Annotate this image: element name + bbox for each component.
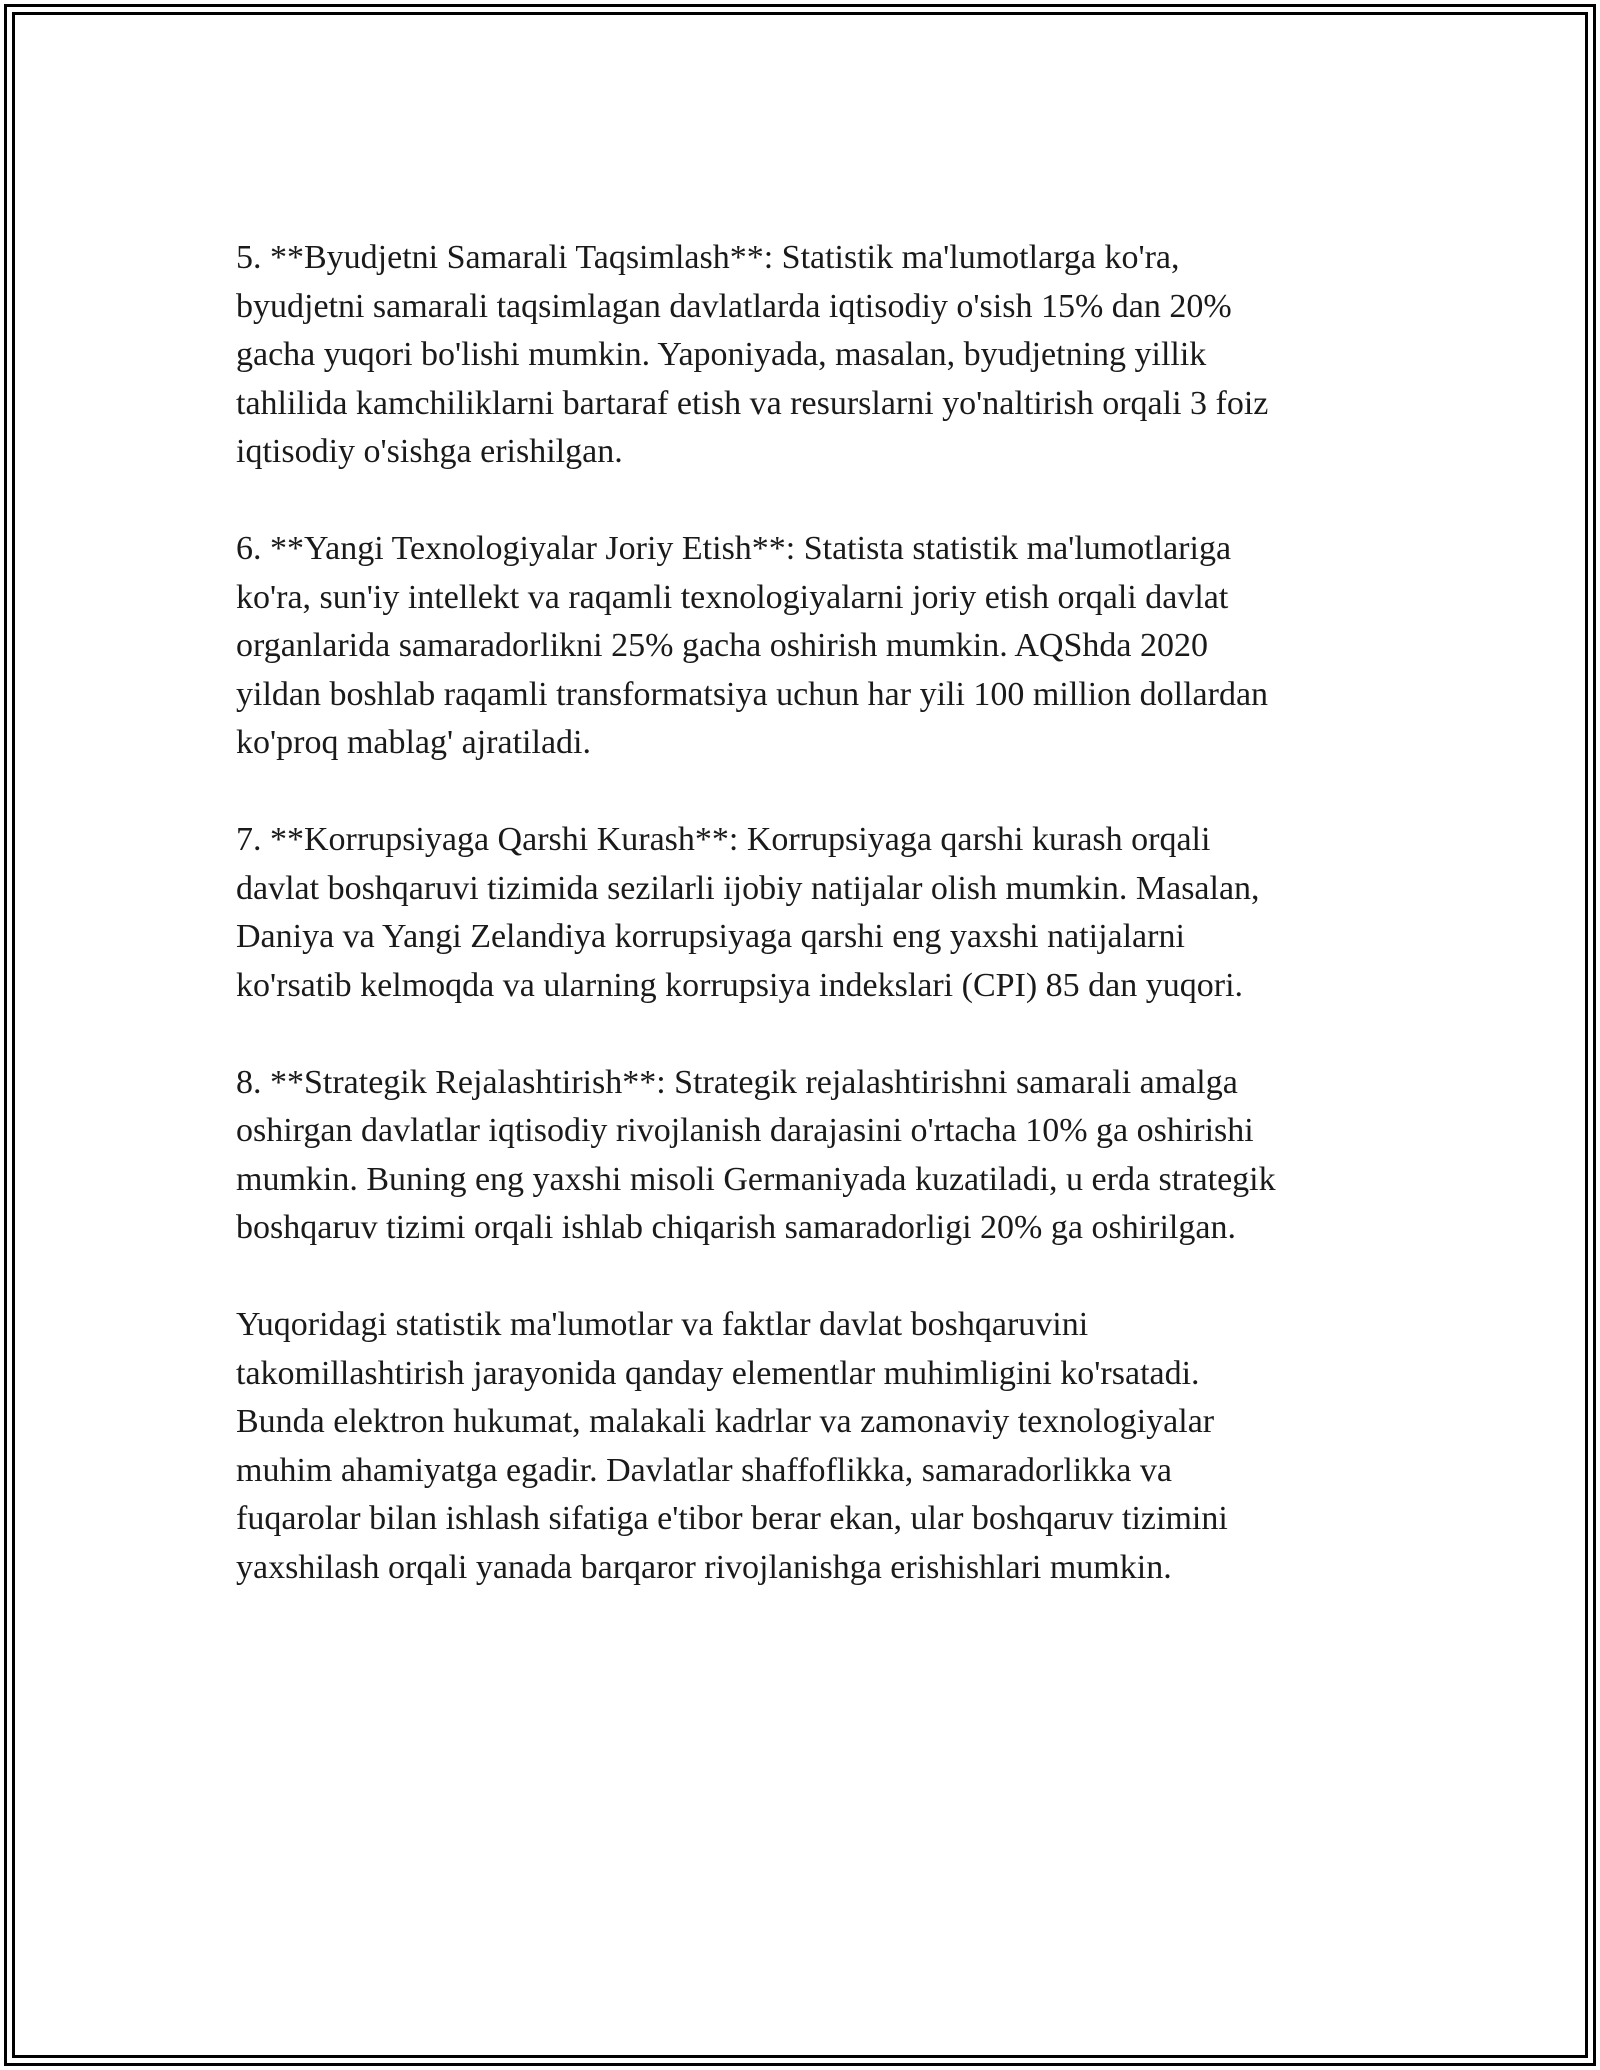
paragraph-budget-allocation: 5. **Byudjetni Samarali Taqsimlash**: Statistik ma'lumotlarga ko'ra, byudjetni samarali taqsimlagan davlatlarda iqtisodiy o'sish 15% dan 20% gacha yuqori bo'lishi mumkin. Yaponiyada, masalan, byudjetning yillik tahlilida kamchiliklarni bartaraf etish va resurslarni yo'naltirish orqali 3 foiz iqtisodiy o'sishga erishilgan. <box>236 239 1269 470</box>
paragraph-anti-corruption: 7. **Korrupsiyaga Qarshi Kurash**: Korrupsiyaga qarshi kurash orqali davlat boshqaruvi tizimida sezilarli ijobiy natijalar olish mumkin. Masalan, Daniya va Yangi Zelandiya korrupsiyaga qarshi eng yaxshi natijalarni ko'rsatib kelmoqda va ularning korrupsiya indekslari (CPI) 85 dan yuqori. <box>236 821 1260 1004</box>
paragraph-conclusion: Yuqoridagi statistik ma'lumotlar va faktlar davlat boshqaruvini takomillashtirish jarayonida qanday elementlar muhimligini ko'rsatadi. Bunda elektron hukumat, malakali kadrlar va zamonaviy texnologiyalar muhim ahamiyatga egadir. Davlatlar shaffoflikka, samaradorlikka va fuqarolar bilan ishlash sifatiga e'tibor berar ekan, ular boshqaruv tizimini yaxshilash orqali yanada barqaror rivojlanishga erishishlari mumkin. <box>236 1306 1228 1586</box>
document-body <box>236 234 1386 1592</box>
paragraph-new-technologies: 6. **Yangi Texnologiyalar Joriy Etish**: Statista statistik ma'lumotlariga ko'ra, sun'iy intellekt va raqamli texnologiyalarni joriy etish orqali davlat organlarida samaradorlikni 25% gacha oshirish mumkin. AQShda 2020 yildan boshlab raqamli transformatsiya uchun har yili 100 million dollardan ko'proq mablag' ajratiladi. <box>236 530 1269 761</box>
paragraph-strategic-planning: 8. **Strategik Rejalashtirish**: Strategik rejalashtirishni samarali amalga oshirgan davlatlar iqtisodiy rivojlanish darajasini o'rtacha 10% ga oshirishi mumkin. Buning eng yaxshi misoli Germaniyada kuzatiladi, u erda strategik boshqaruv tizimi orqali ishlab chiqarish samaradorligi 20% ga oshirilgan. <box>236 1063 1276 1246</box>
